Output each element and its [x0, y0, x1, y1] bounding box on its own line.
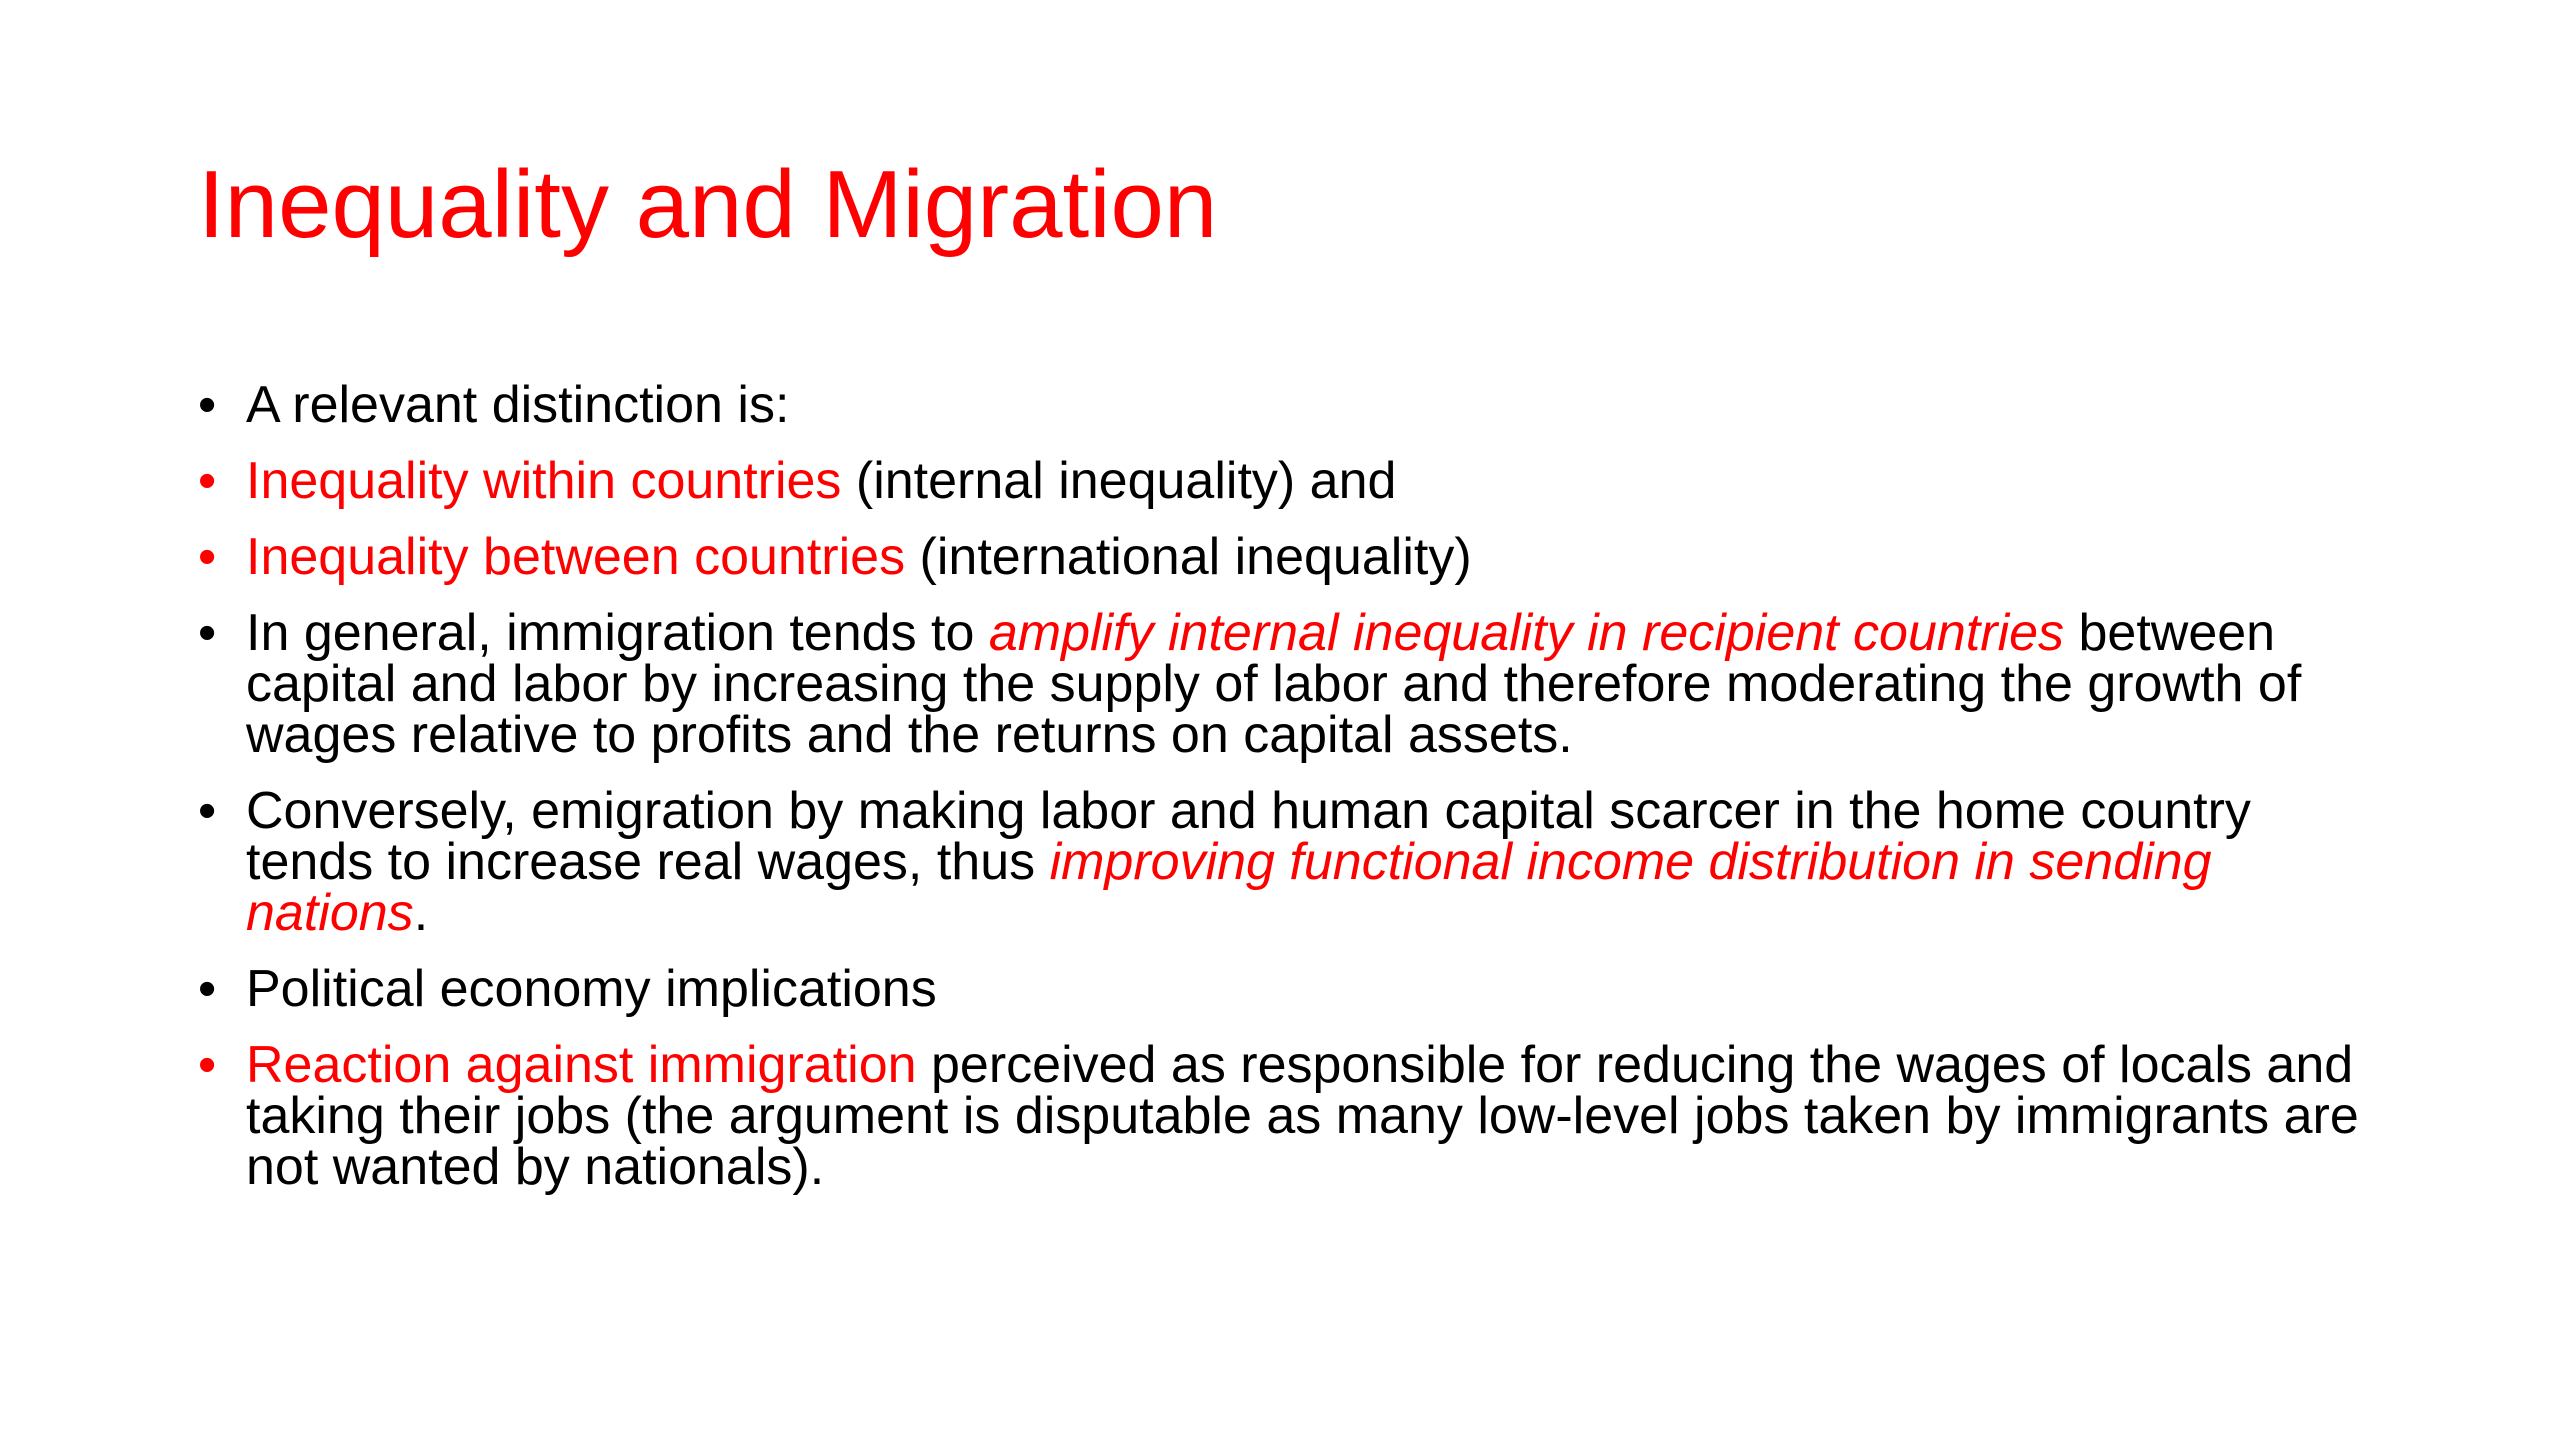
slide-title: Inequality and Migration [198, 151, 1218, 258]
bullet-item [198, 376, 2378, 434]
bullet-lead: Conversely, emigration by making labor and human capital scarcer in the home country tends to increase real wages, thus [246, 782, 2251, 891]
bullet-highlight: amplify internal inequality in recipient countries [988, 604, 2065, 662]
bullet-lead: In general, immigration tends to [246, 604, 989, 662]
bullet-highlight: improving functional income distribution in sending nations [246, 833, 2212, 942]
bullet-dot-icon: • [198, 528, 217, 586]
bullet-text: perceived as responsible for reducing the wages of locals and taking their jobs (the argument is disputable as many low-level jobs taken by immigrants are not wanted by nationals). [246, 1036, 2359, 1196]
bullet-text: (internal inequality) and [841, 452, 1397, 510]
bullet-dot-icon: • [198, 452, 217, 510]
bullet-item [198, 1036, 2378, 1196]
bullet-dot-icon: • [198, 1036, 217, 1094]
bullet-dot-icon: • [198, 960, 217, 1018]
bullet-item [198, 960, 2378, 1018]
bullet-highlight: Inequality between countries [246, 528, 906, 586]
bullet-text: A relevant distinction is: [246, 376, 790, 434]
bullet-text: . [413, 884, 429, 942]
bullet-text: between capital and labor by increasing the supply of labor and therefore moderating the growth of wages relative to profits and the returns on capital assets. [246, 604, 2302, 764]
bullet-item [198, 782, 2378, 942]
bullet-highlight: Inequality within countries [246, 452, 842, 510]
bullet-text: Political economy implications [246, 960, 937, 1018]
bullet-highlight: Reaction against immigration [246, 1036, 917, 1094]
bullet-dot-icon: • [198, 604, 217, 662]
bullet-dot-icon: • [198, 782, 217, 840]
bullet-dot-icon: • [198, 376, 217, 434]
bullet-text: (international inequality) [905, 528, 1472, 586]
bullet-list [198, 376, 2378, 1218]
bullet-item [198, 452, 2378, 510]
bullet-item [198, 604, 2378, 764]
bullet-item [198, 528, 2378, 586]
